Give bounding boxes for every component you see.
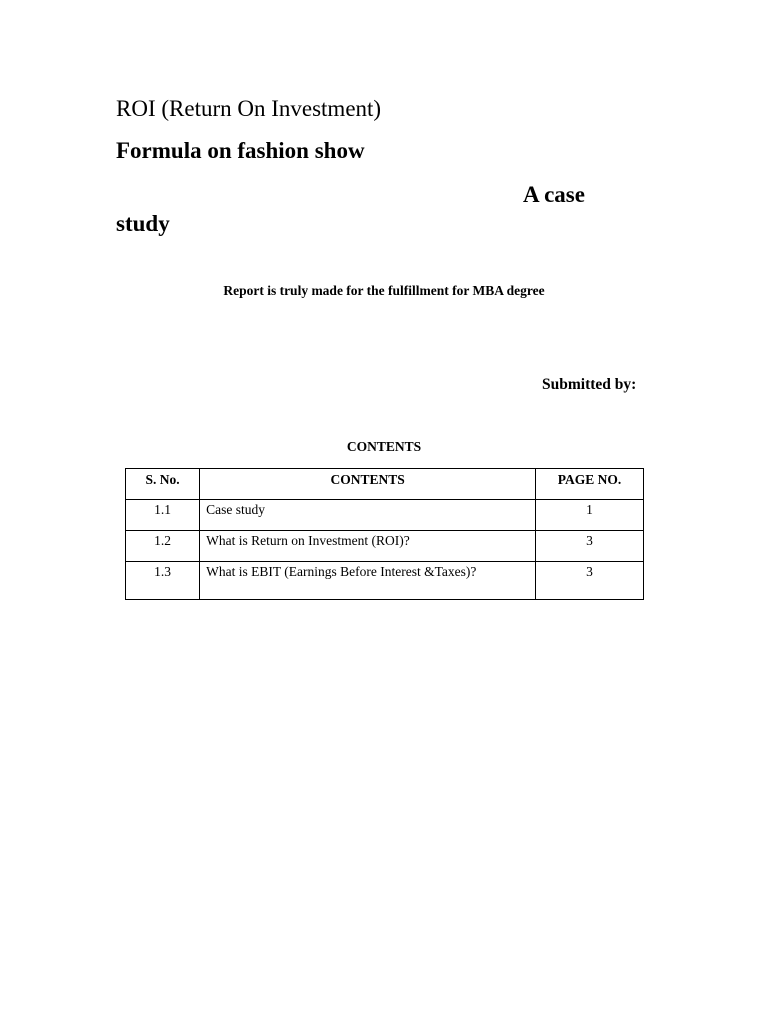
row-sno: 1.2 xyxy=(126,531,200,562)
contents-heading: CONTENTS xyxy=(346,439,422,454)
header-page-no: PAGE NO. xyxy=(536,469,644,500)
submitted-by-label: Submitted by: xyxy=(542,376,637,393)
row-sno: 1.3 xyxy=(126,562,200,600)
table-of-contents xyxy=(125,468,644,600)
table-header-row xyxy=(126,469,644,500)
row-page: 3 xyxy=(536,562,644,600)
row-page: 3 xyxy=(536,531,644,562)
header-contents: CONTENTS xyxy=(200,469,536,500)
row-contents: What is EBIT (Earnings Before Interest &Taxes)? xyxy=(200,562,536,600)
header-sno: S. No. xyxy=(126,469,200,500)
row-contents: Case study xyxy=(200,500,536,531)
report-purpose-text: Report is truly made for the fulfillment for MBA degree xyxy=(223,283,545,298)
row-page: 1 xyxy=(536,500,644,531)
row-sno: 1.1 xyxy=(126,500,200,531)
table-row xyxy=(126,562,644,600)
title-line-3: A case xyxy=(523,182,585,207)
table-row xyxy=(126,531,644,562)
title-line-2: Formula on fashion show xyxy=(116,138,365,163)
title-line-1: ROI (Return On Investment) xyxy=(116,96,382,121)
row-contents: What is Return on Investment (ROI)? xyxy=(200,531,536,562)
table-row xyxy=(126,500,644,531)
title-line-4: study xyxy=(116,211,170,236)
